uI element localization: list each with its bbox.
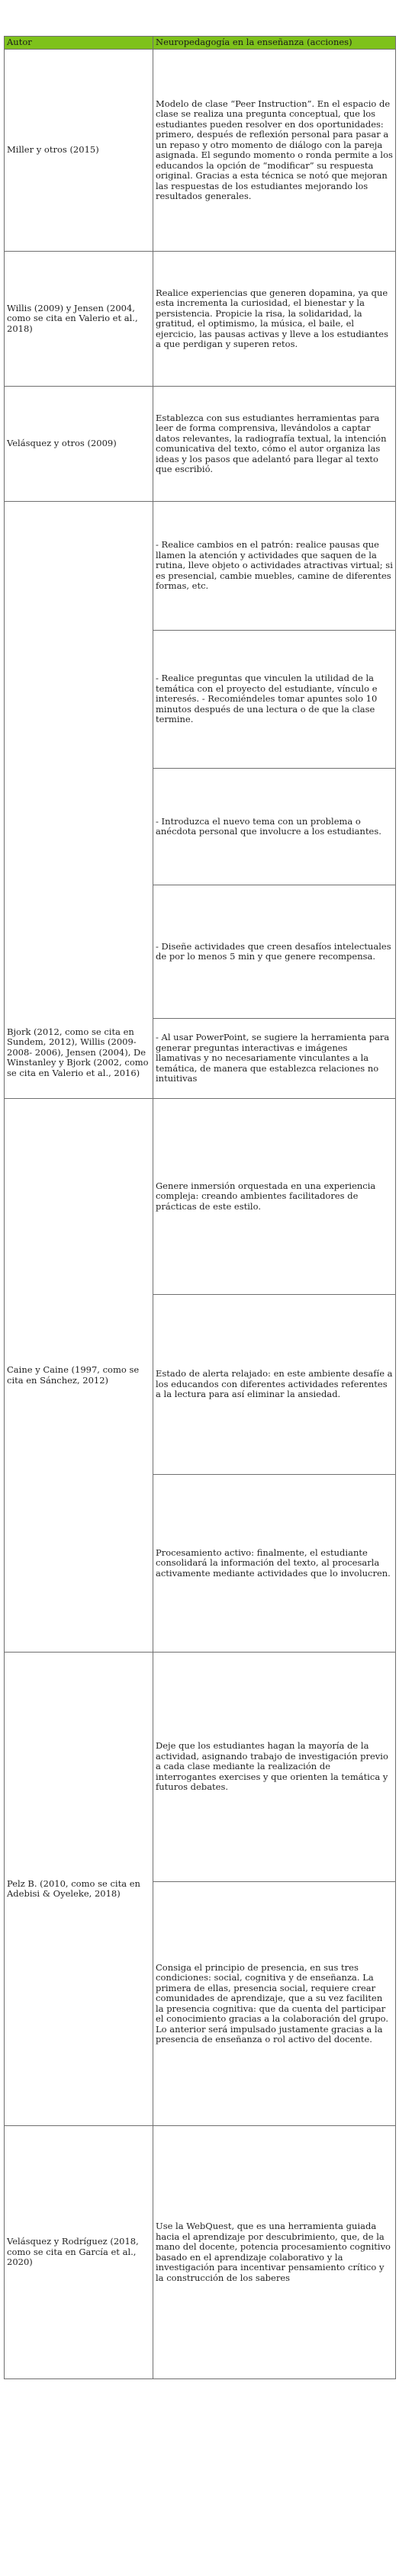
action-text: Deje que los estudiantes hagan la mayoría de la actividad, asignando trabajo de investigación previo a cada clase mediante la realización de interrogantes exercises y que orienten la temática y futuros debates. xyxy=(156,1740,388,1793)
author-cell: Willis (2009) y Jensen (2004, como se cita en Valerio et al., 2018) xyxy=(5,252,153,387)
action-cell xyxy=(153,1475,396,1653)
table-row xyxy=(5,2126,396,2379)
action-cell xyxy=(153,50,396,252)
action-cell xyxy=(153,502,396,631)
action-cell xyxy=(153,769,396,885)
table-header-row xyxy=(5,37,396,50)
action-text: Establezca con sus estudiantes herramientas para leer de forma comprensiva, llevándolos a captar datos relevantes, la radiografía textual, la intención comunicativa del texto, cómo el autor organiza las ideas y los pasos que adelantó para llegar al texto que escribió. xyxy=(156,412,387,474)
action-cell xyxy=(153,2126,396,2379)
action-text: - Introduzca el nuevo tema con un problema o anécdota personal que involucre a los estudiantes. xyxy=(156,815,381,837)
table-row xyxy=(5,252,396,387)
action-cell xyxy=(153,1099,396,1295)
action-text: Modelo de clase “Peer Instruction”. En el espacio de clase se realiza una pregunta conceptual, que los estudiantes pueden resolver en dos oportunidades: primero, después de reflexión personal para pasar a un repaso y otro momento de diálogo con la pareja asignada. El segundo momento o ronda permite a los educandos la opción de “modificar” su respuesta original. Gracias a esta técnica se notó que mejoran las respuestas de los estudiantes mejorando los resultados generales. xyxy=(156,98,393,201)
action-text: Use la WebQuest, que es una herramienta guiada hacia el aprendizaje por descubrimiento, que, de la mano del docente, potencia procesamiento cognitivo basado en el aprendizaje colaborativo y la investigación para incentivar pensamiento crítico y la construcción de los saberes xyxy=(156,2221,391,2283)
header-author: Autor xyxy=(5,37,153,50)
action-cell xyxy=(153,1882,396,2126)
table-row xyxy=(5,1653,396,1882)
action-cell xyxy=(153,1295,396,1475)
table-row xyxy=(5,502,396,631)
action-text: Procesamiento activo: finalmente, el estudiante consolidará la información del texto, al procesarla activamente mediante actividades que lo involucren. xyxy=(156,1547,391,1579)
table-row xyxy=(5,50,396,252)
author-cell: Velásquez y Rodríguez (2018, como se cita en García et al., 2020) xyxy=(5,2126,153,2379)
action-cell xyxy=(153,631,396,769)
action-cell xyxy=(153,885,396,1019)
action-text: Consiga el principio de presencia, en sus tres condiciones: social, cognitiva y de enseñanza. La primera de ellas, presencia social, requiere crear comunidades de aprendizaje, que a su vez faciliten la presencia cognitiva: que da cuenta del participar el conocimiento gracias a la colaboración del grupo. Lo anterior será impulsado justamente gracias a la presencia de enseñanza o rol activo del docente. xyxy=(156,1961,389,2044)
action-text: Realice experiencias que generen dopamina, ya que esta incrementa la curiosidad, el bienestar y la persistencia. Propicie la risa, la solidaridad, la gratitud, el optimismo, la música, el baile, el ejercicio, las pausas activas y lleve a los estudiantes a que perdigan y superen retos. xyxy=(156,287,388,349)
action-text: - Realice preguntas que vinculen la utilidad de la temática con el proyecto del estudiante, vínculo e interesés. - Recomiéndeles tomar apuntes solo 10 minutos después de una lectura o de que la clase termine. xyxy=(156,673,378,725)
table-row xyxy=(5,1099,396,1295)
header-actions: Neuropedagogía en la enseñanza (acciones) xyxy=(153,37,396,50)
author-cell: Caine y Caine (1997, como se cita en Sánchez, 2012) xyxy=(5,1099,153,1653)
action-cell xyxy=(153,252,396,387)
action-text: - Realice cambios en el patrón: realice pausas que llamen la atención y actividades que saquen de la rutina, lleve objeto o actividades atractivas virtual; si es presencial, cambie muebles, camine de diferentes formas, etc. xyxy=(156,539,393,592)
action-cell xyxy=(153,1019,396,1099)
action-text: Estado de alerta relajado: en este ambiente desafíe a los educandos con diferentes actividades referentes a la lectura para así eliminar la ansiedad. xyxy=(156,1368,393,1400)
author-cell: Velásquez y otros (2009) xyxy=(5,387,153,502)
author-cell: Bjork (2012, como se cita en Sundem, 2012), Willis (2009-2008- 2006), Jensen (2004), De Winstanley y Bjork (2002, como se cita en Valerio et al., 2016) xyxy=(5,502,153,1099)
pedagogy-table xyxy=(4,36,396,2379)
action-cell xyxy=(153,387,396,502)
action-text: - Diseñe actividades que creen desafíos intelectuales de por lo menos 5 min y que genere recompensa. xyxy=(156,940,391,962)
action-cell xyxy=(153,1653,396,1882)
action-text: - Al usar PowerPoint, se sugiere la herramienta para generar preguntas interactivas e imágenes llamativas y no necesariamente vinculantes a la temática, de manera que establezca relaciones no intuitivas xyxy=(156,1032,390,1084)
table-row xyxy=(5,387,396,502)
author-cell: Pelz B. (2010, como se cita en Adebisi & Oyeleke, 2018) xyxy=(5,1653,153,2126)
action-text: Genere inmersión orquestada en una experiencia compleja: creando ambientes facilitadores de prácticas de este estilo. xyxy=(156,1180,376,1212)
author-cell: Miller y otros (2015) xyxy=(5,50,153,252)
